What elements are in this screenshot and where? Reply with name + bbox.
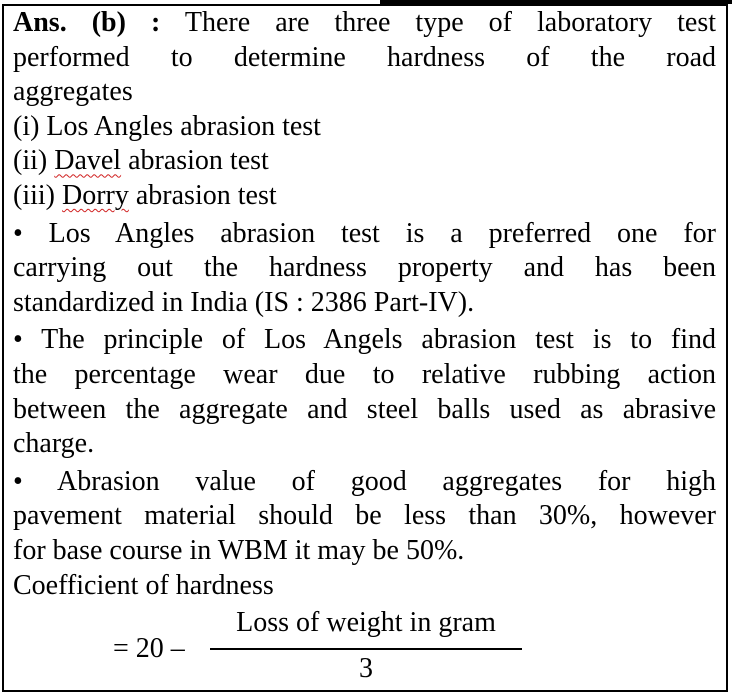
intro-line-3: aggregates — [13, 76, 133, 108]
fraction-bar — [210, 648, 522, 650]
bullet-3-line-3: for base course in WBM it may be 50%. — [13, 534, 465, 566]
formula-denominator: 3 — [359, 653, 373, 684]
bullet-2-line-2: the percentage wear due to relative rubbing action — [13, 358, 716, 390]
bullet-2-line-4: charge. — [13, 428, 95, 460]
formula-heading: Coefficient of hardness — [13, 569, 274, 601]
test-item-2 — [13, 144, 716, 179]
intro-line-1 — [13, 6, 716, 41]
test-item-1-text: (i) Los Angles abrasion test — [13, 110, 321, 142]
test-item-2-suffix: abrasion test — [121, 145, 269, 177]
hardness-formula — [0, 605, 732, 690]
test-item-1 — [13, 110, 716, 145]
bullet-2-line-3: between the aggregate and steel balls used as abrasive — [13, 393, 716, 425]
bullet-3-line-1: • Abrasion value of good aggregates for high — [13, 465, 716, 497]
test-item-3 — [13, 179, 716, 214]
answer-label: Ans. (b) : — [13, 7, 161, 38]
intro-line-2: performed to determine hardness of the road — [13, 41, 716, 73]
formula-numerator: Loss of weight in gram — [236, 607, 496, 638]
test-item-3-suffix: abrasion test — [128, 179, 277, 211]
test-item-2-prefix: (ii) — [13, 145, 55, 177]
answer-text — [13, 6, 716, 603]
bullet-1-line-3: standardized in India (IS : 2386 Part-IV). — [13, 286, 475, 318]
bullet-3-line-2: pavement material should be less than 30%, however — [13, 500, 716, 532]
spellcheck-word-dorry: Dorry — [62, 179, 129, 211]
intro-text-1: There are three type of laboratory test — [184, 7, 717, 38]
bullet-2-line-1: • The principle of Los Angels abrasion test is to find — [13, 324, 716, 356]
bullet-1-line-2: carrying out the hardness property and has been — [13, 252, 716, 284]
test-item-3-prefix: (iii) — [13, 179, 62, 211]
bullet-1-line-1: • Los Angles abrasion test is a preferred one for — [13, 217, 716, 249]
spellcheck-word-davel: Davel — [54, 145, 122, 177]
formula-lhs: = 20 – — [113, 633, 185, 664]
